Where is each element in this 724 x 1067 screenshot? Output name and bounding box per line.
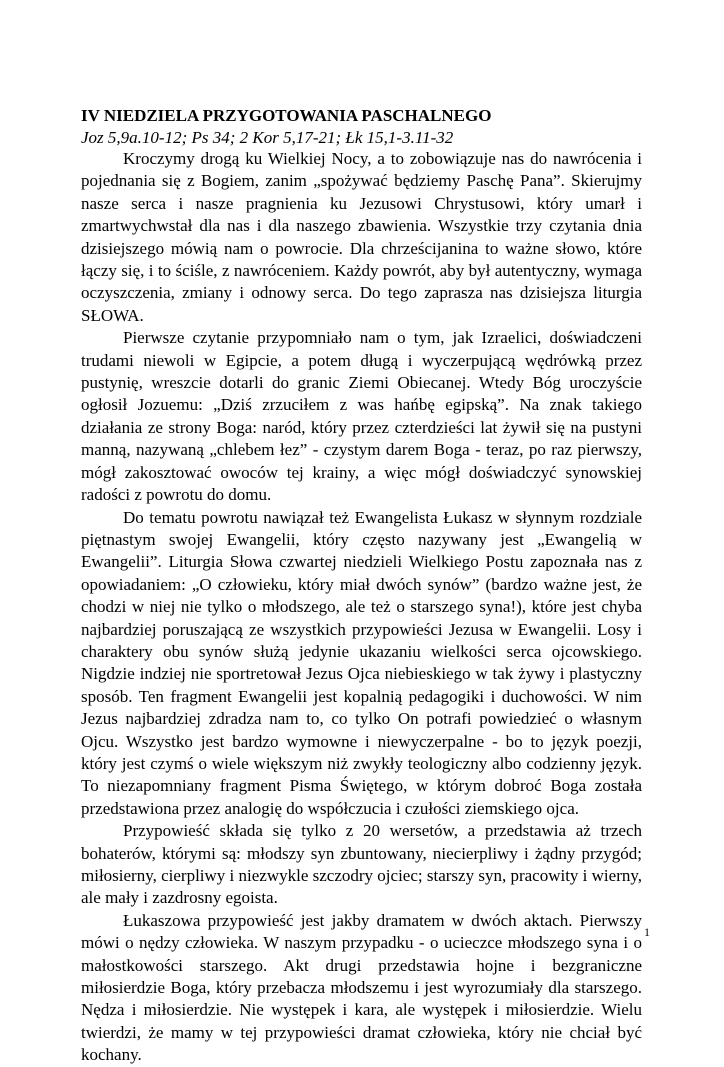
paragraph-4: Przypowieść składa się tylko z 20 wersetów, a przedstawia aż trzech bohaterów, którymi są: młodszy syn zbuntowany, niecierpliwy i żądny przygód; miłosierny, cierpliwy i niezwykle szczodry ojciec; starszy syn, pracowity i wierny, ale mały i zazdrosny egoista. xyxy=(81,821,642,908)
paragraph-2: Pierwsze czytanie przypomniało nam o tym, jak Izraelici, doświadczeni trudami niewoli w Egipcie, a potem długą i wyczerpującą wędrówką przez pustynię, wreszcie dotarli do granic Ziemi Obiecanej. Wtedy Bóg uroczyście ogłosił Jozuemu: „Dziś zrzuciłem z was hańbę egipską”. Na znak takiego działania ze strony Boga: naród, który przez czterdzieści lat żywił się na pustyni manną, nazywaną „chlebem łez” - czystym darem Boga - teraz, po raz pierwszy, mógł zakosztować owoców tej krainy, a więc mógł doświadczyć synowskiej radości z powrotu do domu. xyxy=(81,328,642,505)
document-title: IV NIEDZIELA PRZYGOTOWANIA PASCHALNEGO xyxy=(81,106,492,125)
paragraph-3: Do tematu powrotu nawiązał też Ewangelista Łukasz w słynnym rozdziale piętnastym swojej Ewangelii, który często nazywany jest „Ewangelią w Ewangelii”. Liturgia Słowa czwartej niedzieli Wielkiego Postu zapoznała nas z opowiadaniem: „O człowieku, który miał dwóch synów” (bardzo ważne jest, że chodzi w niej nie tylko o młodszego, ale też o starszego syna!), które jest chyba najbardziej poruszającą ze wszystkich przypowieści Jezusa w Ewangelii. Losy i charaktery obu synów służą jedynie ukazaniu wielkości serca ojcowskiego. Nigdzie indziej nie sportretował Jezus Ojca niebieskiego w tak żywy i plastyczny sposób. Ten fragment Ewangelii jest kopalnią pedagogiki i duchowości. W nim Jezus najbardziej zdradza nam to, co tylko On potrafi powiedzieć o własnym Ojcu. Wszystko jest bardzo wymowne i niewyczerpalne - bo to język poezji, który jest czymś o wiele większym niż zwykły teologiczny albo codzienny język. To niezapomniany fragment Pisma Świętego, w którym dobroć Boga została przedstawiona przez analogię do współczucia i czułości ziemskiego ojca. xyxy=(81,507,642,818)
paragraph-5: Łukaszowa przypowieść jest jakby dramatem w dwóch aktach. Pierwszy mówi o nędzy człowieka. W naszym przypadku - o ucieczce młodszego syna i o małostkowości starszego. Akt drugi przedstawia hojne i bezgraniczne miłosierdzie Boga, który przebacza młodszemu i jest wyrozumiały dla starszego. Nędza i miłosierdzie. Nie występek i kara, ale występek i miłosierdzie. Wielu twierdzi, że mamy w tej przypowieści dramat człowieka, który nie chciał być kochany. xyxy=(81,910,642,1065)
document-page xyxy=(81,105,642,1067)
scripture-references: Joz 5,9a.10-12; Ps 34; 2 Kor 5,17-21; Łk 15,1-3.11-32 xyxy=(81,128,454,147)
paragraph-1: Kroczymy drogą ku Wielkiej Nocy, a to zobowiązuje nas do nawrócenia i pojednania się z Bogiem, zanim „spożywać będziemy Paschę Pana”. Skierujmy nasze serca i nasze pragnienia ku Jezusowi Chrystusowi, który umarł i zmartwychwstał dla nas i dla naszego zbawienia. Wszystkie trzy czytania dnia dzisiejszego mówią nam o powrocie. Dla chrześcijanina to ważne słowo, które łączy się, i to ściśle, z nawróceniem. Każdy powrót, aby był autentyczny, wymaga oczyszczenia, zmiany i odnowy serca. Do tego zaprasza nas dzisiejsza liturgia SŁOWA. xyxy=(81,149,642,325)
page-number: 1 xyxy=(644,925,650,939)
